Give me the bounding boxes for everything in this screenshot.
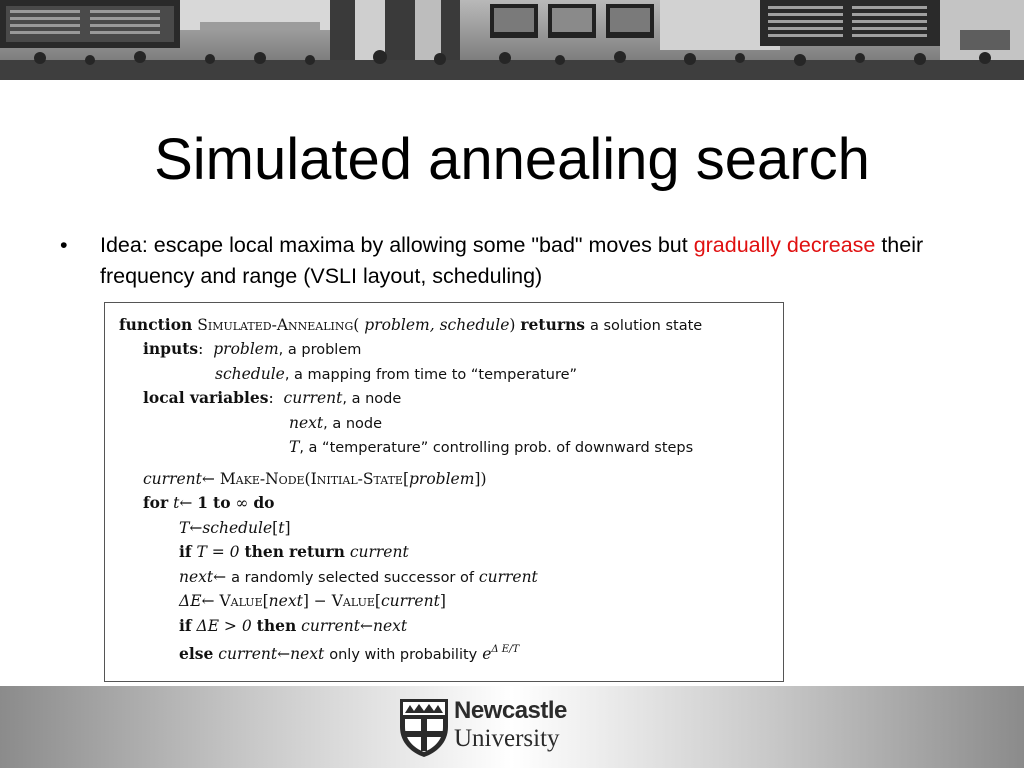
university-logo	[398, 697, 588, 759]
current-desc: , a node	[342, 391, 402, 407]
schedule-desc: , a mapping from time to “temperature”	[284, 367, 578, 383]
probability-desc: only with probability	[329, 647, 478, 663]
algo-line-signature	[119, 315, 702, 336]
algo-line-for	[143, 493, 275, 513]
var-next: next	[290, 645, 325, 663]
var-current: current	[143, 470, 202, 488]
close-paren: )	[509, 316, 516, 334]
algo-line-local-vars: local variables: current, a node	[143, 388, 402, 407]
assign-arrow: ←	[189, 519, 203, 537]
var-current: current	[349, 543, 409, 561]
var-T: T	[289, 438, 300, 456]
keyword-do: do	[253, 493, 275, 512]
var-T: T	[179, 519, 190, 537]
bullet-text	[100, 230, 930, 292]
algo-line-next	[289, 413, 382, 434]
var-problem: problem	[409, 470, 475, 488]
bullet-marker: •	[60, 233, 68, 257]
next-desc: , a node	[323, 416, 383, 432]
condition: T = 0	[196, 543, 240, 561]
successor-desc: a randomly selected successor of	[231, 570, 474, 586]
keyword-then: then	[256, 616, 297, 635]
var-t: t	[278, 519, 285, 537]
var-current: current	[301, 617, 361, 635]
algo-line-schedule-assign: T←schedule[t]	[179, 519, 291, 537]
fn-value: Value	[219, 592, 263, 610]
keyword-inputs: inputs	[143, 339, 199, 358]
keyword-for: for	[143, 493, 169, 512]
logo-text-university: University	[454, 725, 560, 752]
airport-terminal-photo	[0, 0, 1024, 80]
var-delta-e: ΔE	[179, 592, 202, 610]
temperature-desc: , a “temperature” controlling prob. of downward steps	[299, 440, 694, 456]
algo-line-else	[179, 640, 519, 665]
keyword-return: return	[288, 542, 345, 561]
keyword-to: to	[213, 493, 231, 512]
keyword-if: if	[179, 542, 192, 561]
bullet-text-before: Idea: escape local maxima by allowing some "bad" moves but	[100, 233, 694, 257]
fn-make-node: Make-Node	[219, 470, 305, 488]
function-params: problem, schedule	[364, 316, 510, 334]
keyword-returns: returns	[520, 315, 586, 334]
pseudocode-figure	[104, 302, 784, 682]
assign-arrow: ←	[213, 568, 227, 586]
algo-line-next-assign	[179, 567, 538, 588]
input-desc: , a problem	[278, 342, 362, 358]
var-schedule: schedule	[215, 365, 285, 383]
assign-arrow: ←	[201, 592, 215, 610]
algo-line-delta: ΔE← Value[next] − Value[current]	[179, 592, 446, 610]
returns-text: a solution state	[589, 318, 703, 334]
bullet-point	[60, 230, 930, 292]
var-current: current	[283, 389, 343, 407]
var-next: next	[289, 414, 324, 432]
algo-line-if-better	[179, 616, 407, 636]
fn-schedule: schedule	[202, 519, 273, 537]
assign-arrow: ←	[360, 617, 374, 635]
var-next: next	[179, 568, 214, 586]
fn-initial-state: Initial-State	[310, 470, 403, 488]
keyword-local-variables: local variables	[143, 388, 269, 407]
logo-text-newcastle: Newcastle	[454, 697, 567, 724]
var-next: next	[373, 617, 408, 635]
keyword-function: function	[119, 315, 193, 334]
bullet-highlight: gradually decrease	[693, 233, 876, 257]
assign-arrow: ←	[201, 470, 215, 488]
slide-title: Simulated annealing search	[154, 127, 870, 192]
assign-arrow: ←	[277, 645, 291, 663]
loop-start: 1	[197, 493, 209, 512]
keyword-if: if	[179, 616, 192, 635]
logo-wordmark	[454, 697, 567, 753]
fn-value: Value	[331, 592, 375, 610]
infinity-symbol: ∞	[235, 494, 249, 512]
minus-sign: −	[313, 592, 327, 610]
algo-line-if-return	[179, 542, 409, 562]
exp-base: e	[482, 645, 492, 663]
var-next: next	[268, 592, 303, 610]
var-problem: problem	[213, 340, 279, 358]
exp-superscript: Δ E/T	[491, 644, 520, 655]
algo-line-schedule	[215, 364, 577, 385]
function-name: Simulated-Annealing	[197, 316, 354, 334]
algo-line-temperature	[289, 437, 693, 458]
assign-arrow: ←	[179, 494, 193, 512]
newcastle-crest-icon	[398, 697, 450, 759]
var-current: current	[380, 592, 440, 610]
keyword-then: then	[244, 542, 285, 561]
bullet-text-after: their frequency and range (VSLI layout, scheduling)	[100, 233, 924, 288]
header-photo-banner	[0, 0, 1024, 80]
var-current: current	[478, 568, 538, 586]
condition: ΔE > 0	[196, 617, 252, 635]
var-current: current	[218, 645, 278, 663]
var-t: t	[173, 494, 180, 512]
algo-line-init: current← Make-Node(Initial-State[problem])	[143, 470, 487, 488]
open-paren: (	[353, 316, 360, 334]
keyword-else: else	[179, 644, 214, 663]
algo-line-inputs: inputs: problem, a problem	[143, 339, 362, 358]
